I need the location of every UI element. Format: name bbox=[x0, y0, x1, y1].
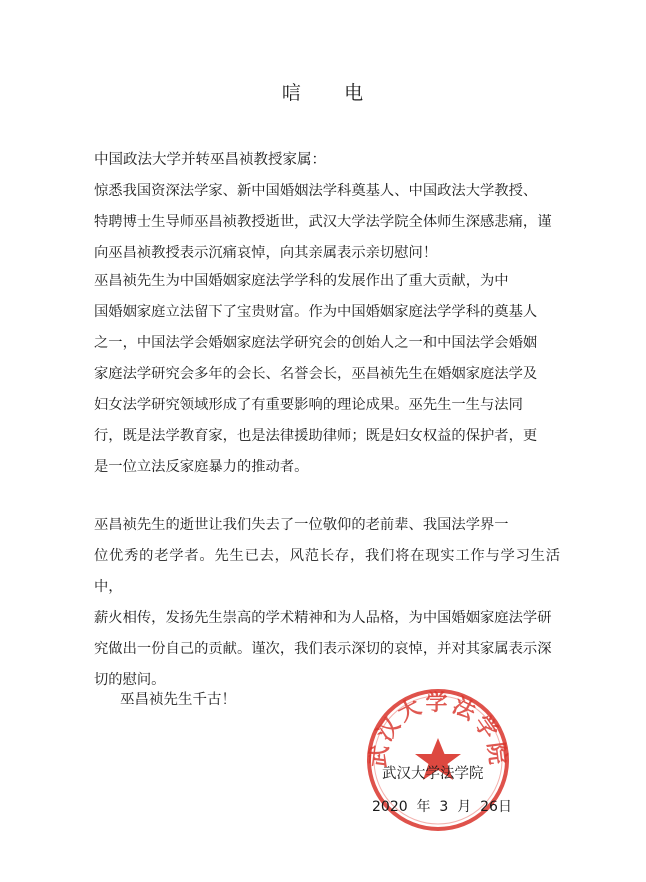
paragraph-line: 巫昌祯先生的逝世让我们失去了一位敬仰的老前辈、我国法学界一 bbox=[94, 517, 509, 533]
paragraph-line: 切的慰问。 bbox=[94, 672, 166, 688]
paragraph-line: 薪火相传，发扬先生崇高的学术精神和为人品格，为中国婚姻家庭法学研 bbox=[94, 610, 552, 626]
paragraph-3 bbox=[94, 510, 560, 696]
paragraph-line: 位优秀的老学者。先生已去，风范长存，我们将在现实工作与学习生活中， bbox=[94, 548, 560, 595]
paragraph-1 bbox=[94, 176, 560, 269]
document-title: 唁 电 bbox=[281, 82, 365, 104]
paragraph-line: 国婚姻家庭立法留下了宝贵财富。作为中国婚姻家庭法学学科的奠基人 bbox=[94, 304, 538, 320]
paragraph-line: 究做出一份自己的贡献。谨次，我们表示深切的哀悼，并对其家属表示深 bbox=[94, 641, 552, 657]
paragraph-line: 行，既是法学教育家，也是法律援助律师；既是妇女权益的保护者，更 bbox=[94, 428, 538, 444]
paragraph-line: 向巫昌祯教授表示沉痛哀悼，向其亲属表示亲切慰问！ bbox=[94, 245, 438, 261]
paragraph-line: 是一位立法反家庭暴力的推动者。 bbox=[94, 459, 309, 475]
signature-date: 2020 年 3 月 26日 bbox=[372, 799, 512, 815]
paragraph-line: 惊悉我国资深法学家、新中国婚姻法学科奠基人、中国政法大学教授、 bbox=[94, 183, 538, 199]
svg-text:武汉大学法学院: 武汉大学法学院 bbox=[365, 690, 511, 769]
paragraph-line: 妇女法学研究领域形成了有重要影响的理论成果。巫先生一生与法同 bbox=[94, 397, 523, 413]
paragraph-2 bbox=[94, 266, 560, 483]
paragraph-line: 家庭法学研究会多年的会长、名誉会长，巫昌祯先生在婚姻家庭法学及 bbox=[94, 366, 538, 382]
salutation: 中国政法大学并转巫昌祯教授家属： bbox=[94, 152, 326, 168]
signature-organization: 武汉大学法学院 bbox=[382, 766, 484, 782]
closing-line: 巫昌祯先生千古！ bbox=[120, 692, 236, 708]
paragraph-line: 巫昌祯先生为中国婚姻家庭法学学科的发展作出了重大贡献，为中 bbox=[94, 273, 509, 289]
paragraph-line: 之一，中国法学会婚姻家庭法学研究会的创始人之一和中国法学会婚姻 bbox=[94, 335, 538, 351]
paragraph-line: 特聘博士生导师巫昌祯教授逝世，武汉大学法学院全体师生深感悲痛，谨 bbox=[94, 214, 552, 230]
